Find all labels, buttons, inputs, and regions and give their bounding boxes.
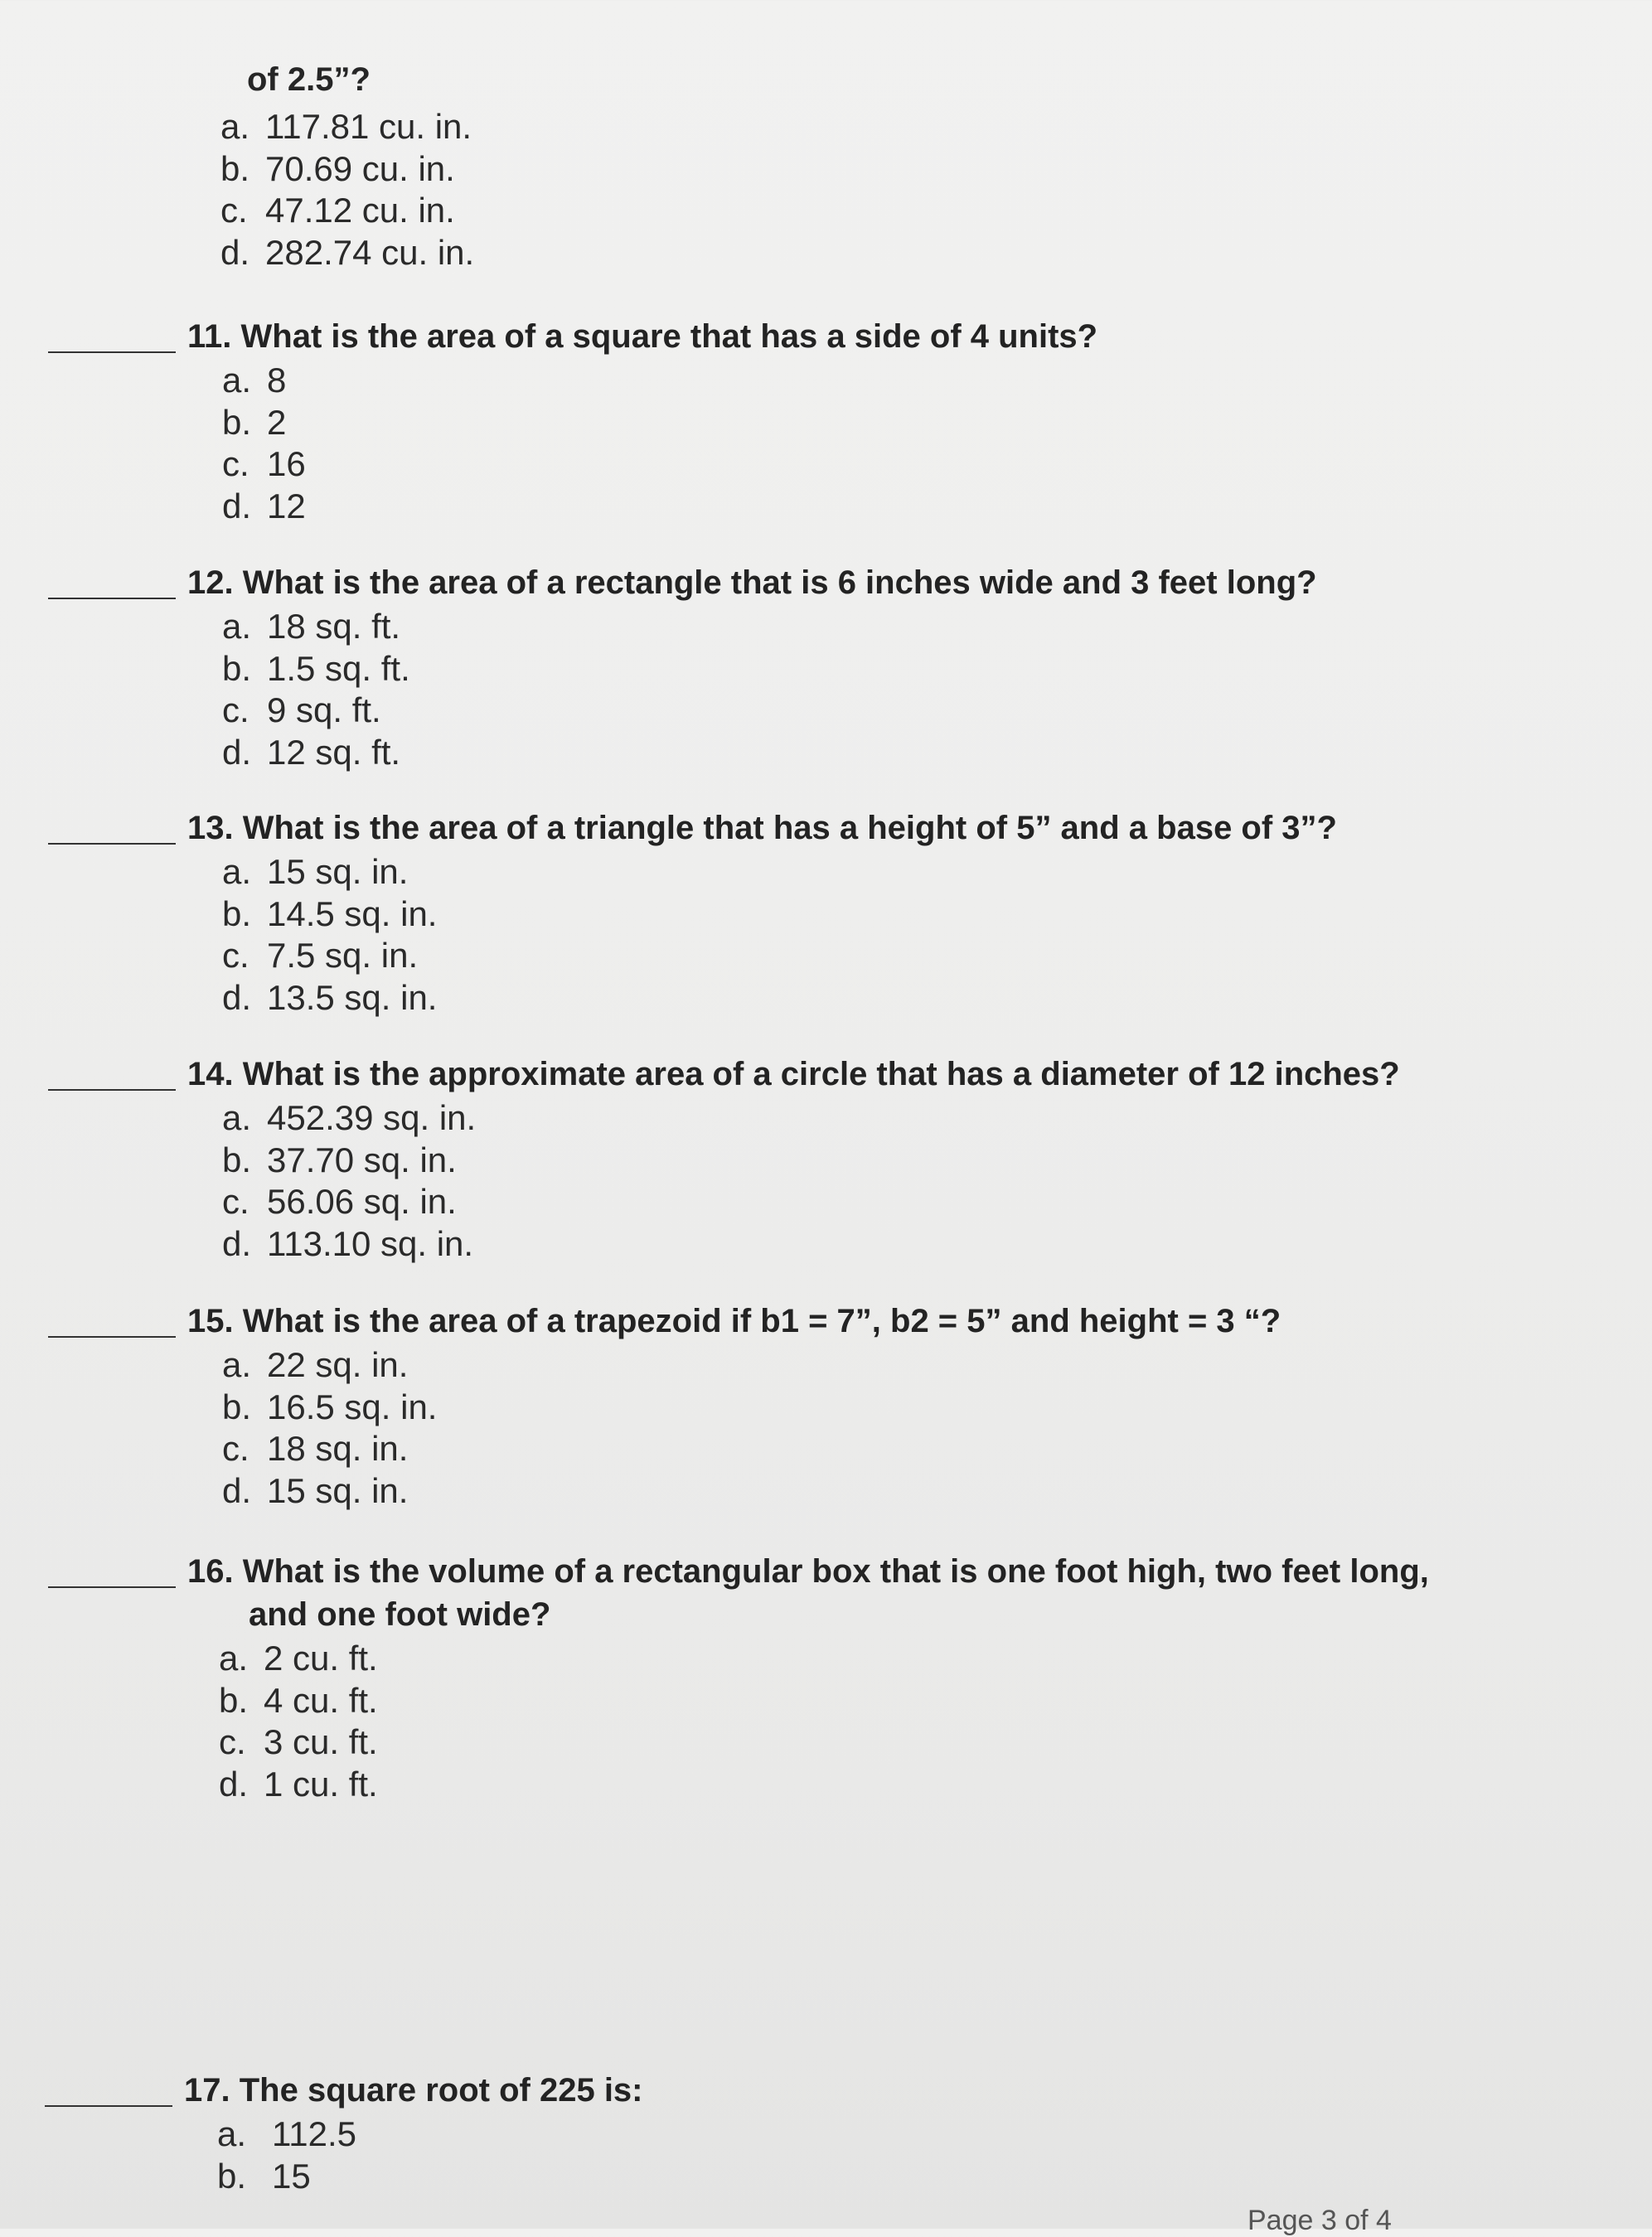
option-a[interactable]: a. 22 sq. in. — [222, 1345, 409, 1384]
answer-options — [219, 1638, 1606, 1805]
answer-blank[interactable] — [48, 843, 176, 845]
option-b[interactable]: b. 2 — [222, 402, 287, 442]
option-b[interactable]: b. 15 — [217, 2156, 311, 2196]
question-11 — [48, 315, 1606, 527]
option-d[interactable]: d. 113.10 sq. in. — [222, 1223, 474, 1263]
option-a[interactable]: a. 15 sq. in. — [222, 852, 409, 891]
option-a[interactable]: a. 2 cu. ft. — [219, 1639, 378, 1678]
question-text: 17. The square root of 225 is: — [184, 2072, 643, 2109]
answer-blank[interactable] — [48, 351, 176, 353]
option-c[interactable]: c. 56.06 sq. in. — [222, 1182, 457, 1221]
question-text: 13. What is the area of a triangle that has a height of 5” and a base of 3”? — [187, 810, 1337, 846]
option-c[interactable]: c. 9 sq. ft. — [222, 690, 381, 729]
question-12 — [48, 561, 1606, 773]
answer-options — [222, 851, 1606, 1019]
answer-blank[interactable] — [48, 1586, 176, 1588]
answer-options — [222, 1344, 1606, 1512]
option-a[interactable]: a. 18 sq. ft. — [222, 607, 401, 646]
option-c[interactable]: c. 47.12 cu. in. — [220, 191, 455, 230]
question-17 — [45, 2069, 1603, 2197]
answer-options — [222, 1097, 1606, 1265]
option-d[interactable]: d. 282.74 cu. in. — [220, 232, 475, 272]
option-c[interactable]: c. 18 sq. in. — [222, 1429, 409, 1468]
option-d[interactable]: d. 12 sq. ft. — [222, 732, 401, 772]
option-b[interactable]: b. 16.5 sq. in. — [222, 1387, 438, 1426]
question-text: 14. What is the approximate area of a circle that has a diameter of 12 inches? — [187, 1056, 1400, 1092]
answer-blank[interactable] — [45, 2105, 172, 2107]
option-a[interactable]: a. 117.81 cu. in. — [220, 107, 472, 146]
option-b[interactable]: b. 4 cu. ft. — [219, 1680, 378, 1720]
page-number: Page 3 of 4 — [1247, 2205, 1392, 2236]
question-text: 15. What is the area of a trapezoid if b1 = 7”, b2 = 5” and height = 3 “? — [187, 1303, 1281, 1339]
question-16 — [48, 1550, 1606, 1805]
option-b[interactable]: b. 1.5 sq. ft. — [222, 648, 410, 688]
option-a[interactable]: a. 452.39 sq. in. — [222, 1098, 477, 1137]
answer-options — [217, 2114, 1603, 2197]
option-b[interactable]: b. 70.69 cu. in. — [220, 148, 455, 188]
option-d[interactable]: d. 13.5 sq. in. — [222, 977, 438, 1017]
answer-options — [222, 360, 1606, 527]
option-c[interactable]: c. 7.5 sq. in. — [222, 936, 419, 975]
question-text-continued: and one foot wide? — [249, 1596, 551, 1633]
option-c[interactable]: c. 16 — [222, 444, 306, 483]
option-d[interactable]: d. 1 cu. ft. — [219, 1764, 378, 1804]
option-d[interactable]: d. 12 — [222, 486, 306, 525]
option-b[interactable]: b. 14.5 sq. in. — [222, 893, 438, 933]
option-a[interactable]: a. 8 — [222, 361, 287, 399]
answer-blank[interactable] — [48, 598, 176, 599]
question-14 — [48, 1053, 1606, 1265]
question-10-text-continued: of 2.5”? — [247, 61, 371, 98]
question-text: 16. What is the volume of a rectangular box that is one foot high, two feet long, — [187, 1553, 1429, 1590]
question-text: 12. What is the area of a rectangle that is 6 inches wide and 3 feet long? — [187, 564, 1317, 601]
option-d[interactable]: d. 15 sq. in. — [222, 1470, 409, 1510]
question-13 — [48, 806, 1606, 1019]
option-c[interactable]: c. 3 cu. ft. — [219, 1722, 378, 1761]
answer-options — [222, 606, 1606, 773]
question-10-options — [220, 106, 474, 274]
answer-blank[interactable] — [48, 1089, 176, 1091]
question-text: 11. What is the area of a square that has a side of 4 units? — [187, 318, 1098, 355]
answer-blank[interactable] — [48, 1336, 176, 1338]
question-15 — [48, 1300, 1606, 1512]
option-a[interactable]: a. 112.5 — [217, 2114, 356, 2153]
option-b[interactable]: b. 37.70 sq. in. — [222, 1140, 457, 1179]
